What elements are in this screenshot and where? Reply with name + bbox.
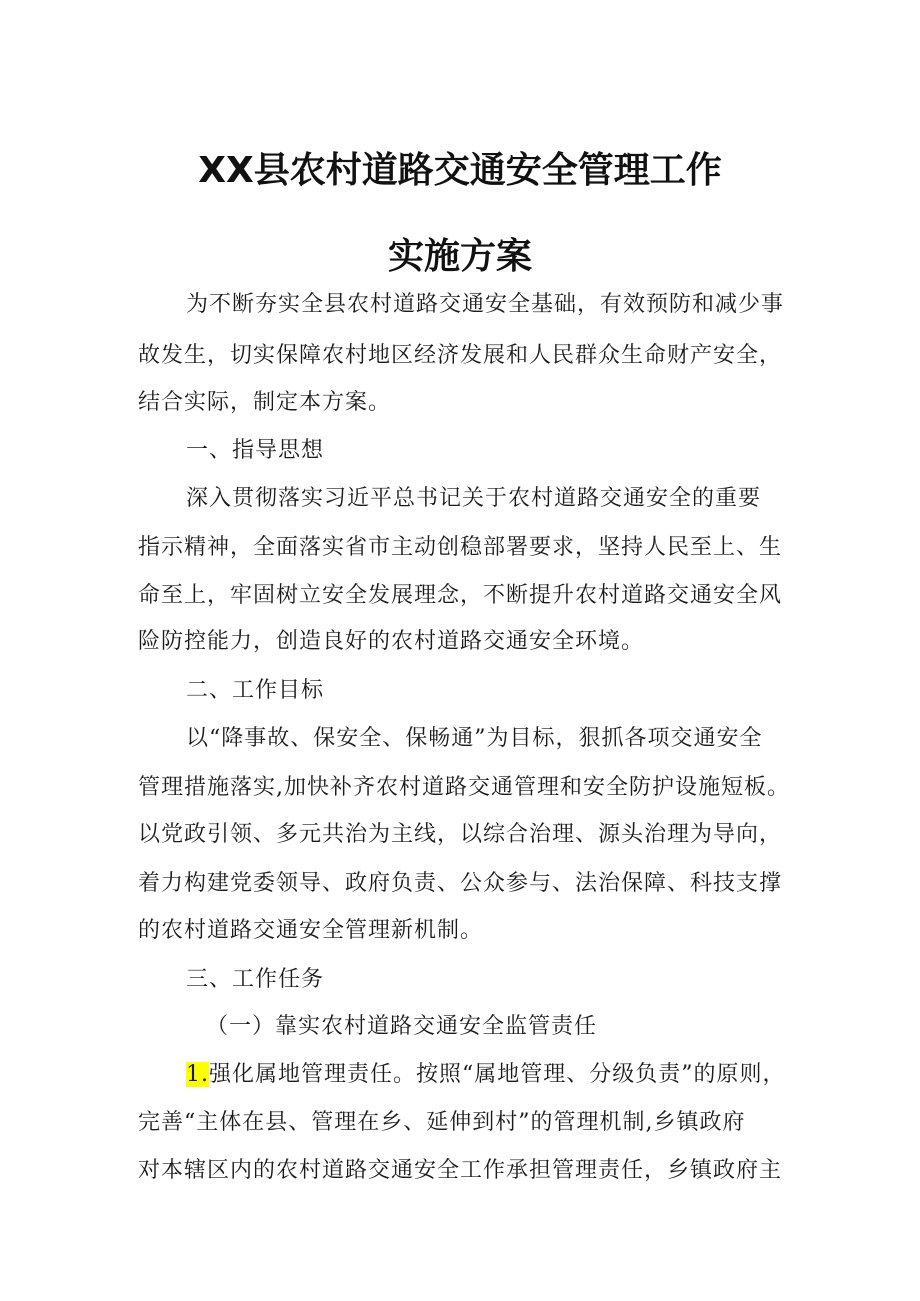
paragraph-line-numbered: [186, 1060, 846, 1090]
subsection-heading: （一）靠实农村道路交通安全监管责任: [206, 1014, 598, 1039]
item-number-highlight: 1.: [186, 1062, 209, 1087]
paragraph-line: 险防控能力，创造良好的农村道路交通安全环境。: [138, 629, 645, 654]
document-title-line-2: 实施方案: [387, 236, 532, 277]
paragraph-text: 强化属地管理责任。按照“属地管理、分级负责”的原则，: [209, 1062, 786, 1087]
paragraph-line: 结合实际，制定本方案。: [138, 390, 392, 415]
paragraph-line: 的农村道路交通安全管理新机制。: [138, 918, 484, 943]
section-heading: 一、指导思想: [186, 438, 325, 463]
paragraph-line: 命至上，牢固树立安全发展理念，不断提升农村道路交通安全风: [138, 583, 783, 608]
document-title-line-1: XX县农村道路交通安全管理工作: [198, 150, 722, 191]
paragraph-line: 对本辖区内的农村道路交通安全工作承担管理责任，乡镇政府主: [138, 1158, 783, 1183]
paragraph-line: 以“降事故、保安全、保畅通”为目标，狠抓各项交通安全: [186, 726, 763, 751]
paragraph-line: 深入贯彻落实习近平总书记关于农村道路交通安全的重要: [186, 486, 762, 511]
paragraph-line: 故发生，切实保障农村地区经济发展和人民群众生命财产安全，: [138, 343, 783, 368]
paragraph-line: 指示精神，全面落实省市主动创稳部署要求，坚持人民至上、生: [138, 535, 783, 560]
paragraph-line: 完善“主体在县、管理在乡、延伸到村”的管理机制,乡镇政府: [138, 1110, 746, 1135]
paragraph-line: 着力构建党委领导、政府负责、公众参与、法治保障、科技支撑: [138, 871, 783, 896]
section-heading: 三、工作任务: [186, 967, 325, 992]
paragraph-line: 为不断夯实全县农村道路交通安全基础，有效预防和减少事: [186, 292, 785, 317]
paragraph-line: 以党政引领、多元共治为主线，以综合治理、源头治理为导向，: [138, 822, 783, 847]
section-heading: 二、工作目标: [186, 678, 325, 703]
paragraph-line: 管理措施落实,加快补齐农村道路交通管理和安全防护设施短板。: [138, 775, 790, 800]
